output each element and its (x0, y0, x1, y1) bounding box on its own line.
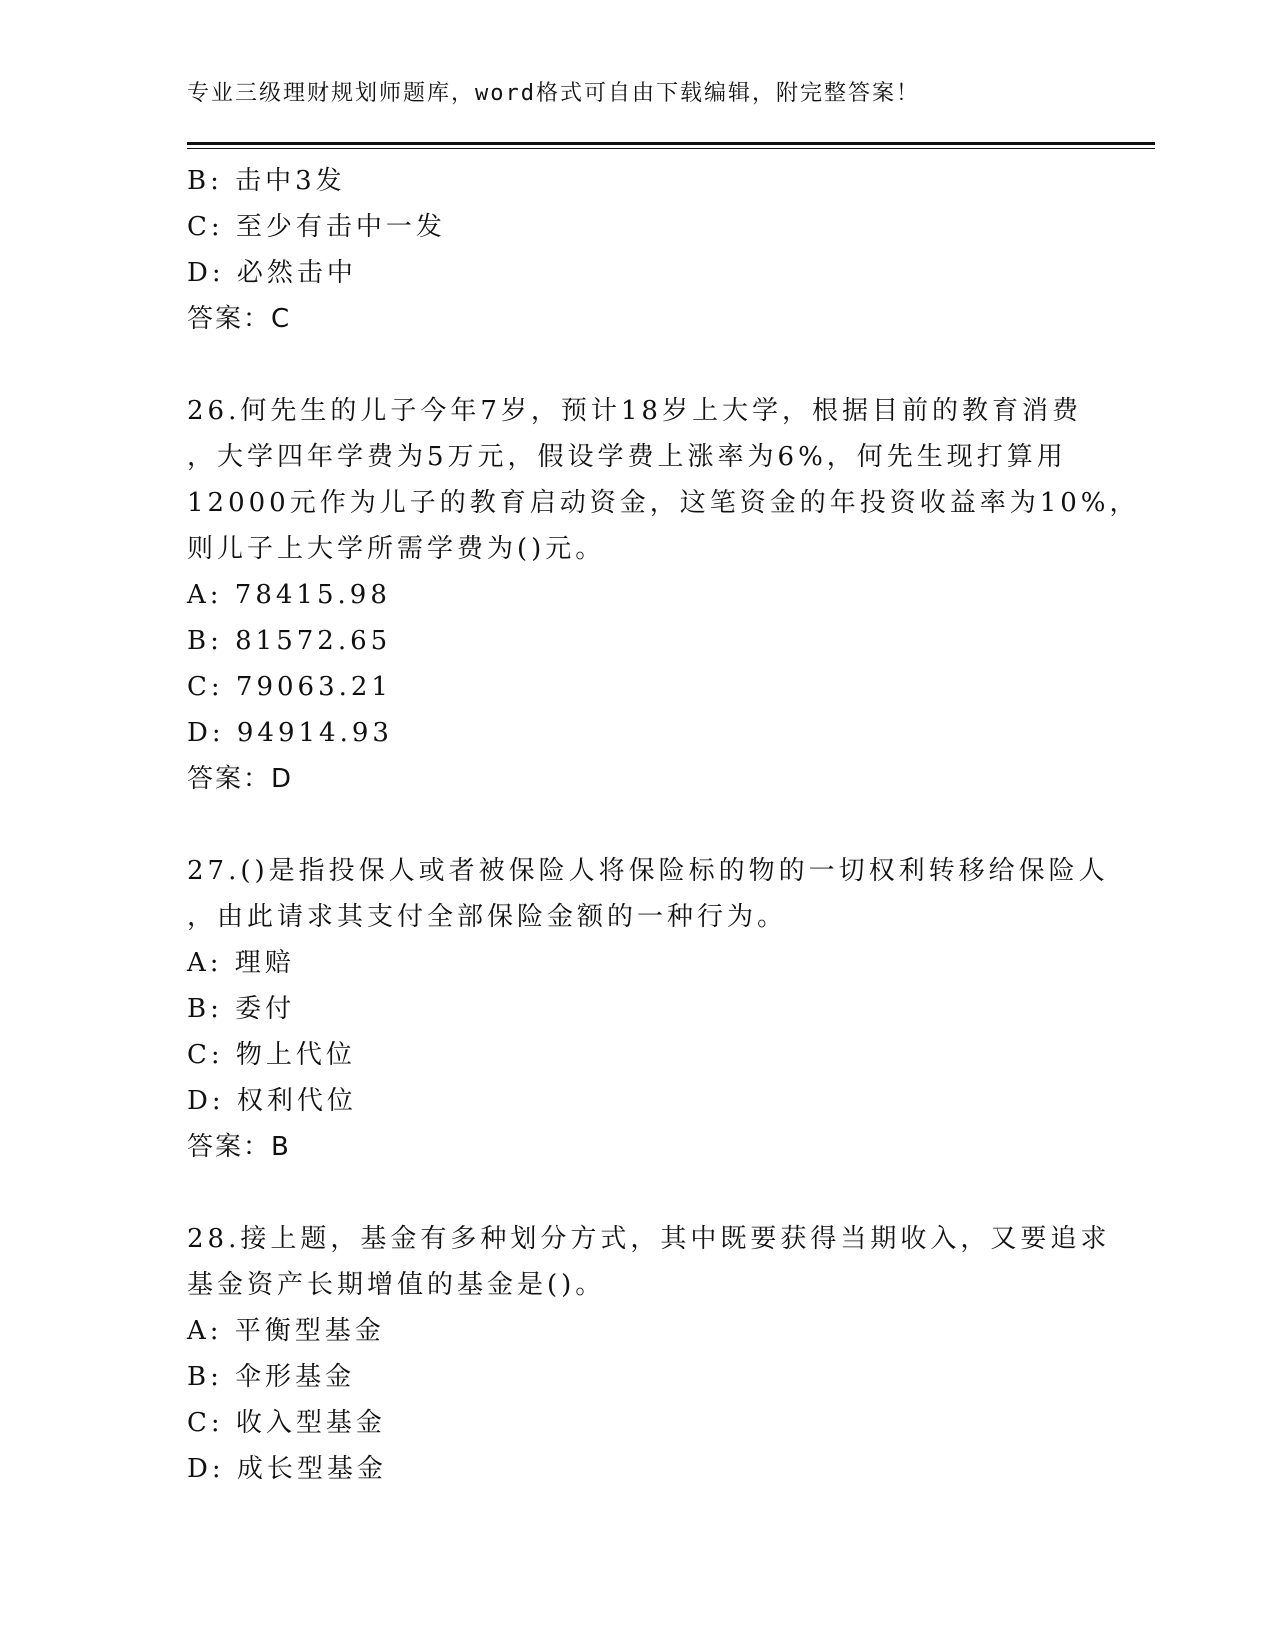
spacer (187, 1170, 1087, 1216)
header-rule-thin (187, 148, 1155, 149)
option-a: A: 78415.98 (187, 580, 391, 610)
question-26-options (187, 572, 1087, 756)
option-b: B: 击中3发 (187, 166, 346, 196)
question-line: 12000元作为儿子的教育启动资金，这笔资金的年投资收益率为10%， (187, 488, 1140, 518)
question-line: 基金资产长期增值的基金是()。 (187, 1270, 606, 1300)
header-rule-thick (187, 142, 1155, 145)
option-c: C: 物上代位 (187, 1040, 356, 1070)
question-27-options (187, 940, 1087, 1124)
question-line: 26.何先生的儿子今年7岁，预计18岁上大学，根据目前的教育消费 (187, 396, 1082, 426)
page-header: 专业三级理财规划师题库，word格式可自由下载编辑，附完整答案！ (187, 81, 920, 106)
option-d: D: 权利代位 (187, 1086, 357, 1116)
question-28-stem (187, 1216, 1111, 1308)
question-25-answer: 答案：C (187, 304, 292, 334)
question-28-options (187, 1308, 1087, 1492)
spacer (187, 802, 1087, 848)
question-27-stem (187, 848, 1109, 940)
question-line: ，大学四年学费为5万元，假设学费上涨率为6%，何先生现打算用 (187, 442, 1067, 472)
question-26-stem (187, 388, 1140, 572)
question-line: 则儿子上大学所需学费为()元。 (187, 534, 606, 564)
question-line: 27.()是指投保人或者被保险人将保险标的物的一切权利转移给保险人 (187, 856, 1109, 886)
spacer (187, 342, 1087, 388)
question-content (187, 158, 1140, 1492)
option-c: C: 收入型基金 (187, 1408, 386, 1438)
option-b: B: 伞形基金 (187, 1362, 356, 1392)
option-a: A: 平衡型基金 (187, 1316, 385, 1346)
option-d: D: 必然击中 (187, 258, 357, 288)
option-a: A: 理赔 (187, 948, 295, 978)
option-c: C: 至少有击中一发 (187, 212, 446, 242)
option-b: B: 81572.65 (187, 626, 392, 656)
question-line: 28.接上题，基金有多种划分方式，其中既要获得当期收入，又要追求 (187, 1224, 1111, 1254)
question-26-answer: 答案：D (187, 764, 294, 794)
question-27-answer: 答案：B (187, 1132, 291, 1162)
option-c: C: 79063.21 (187, 672, 392, 702)
question-25-options (187, 158, 1087, 296)
option-d: D: 成长型基金 (187, 1454, 387, 1484)
option-d: D: 94914.93 (187, 718, 393, 748)
option-b: B: 委付 (187, 994, 296, 1024)
question-line: ，由此请求其支付全部保险金额的一种行为。 (187, 902, 788, 932)
